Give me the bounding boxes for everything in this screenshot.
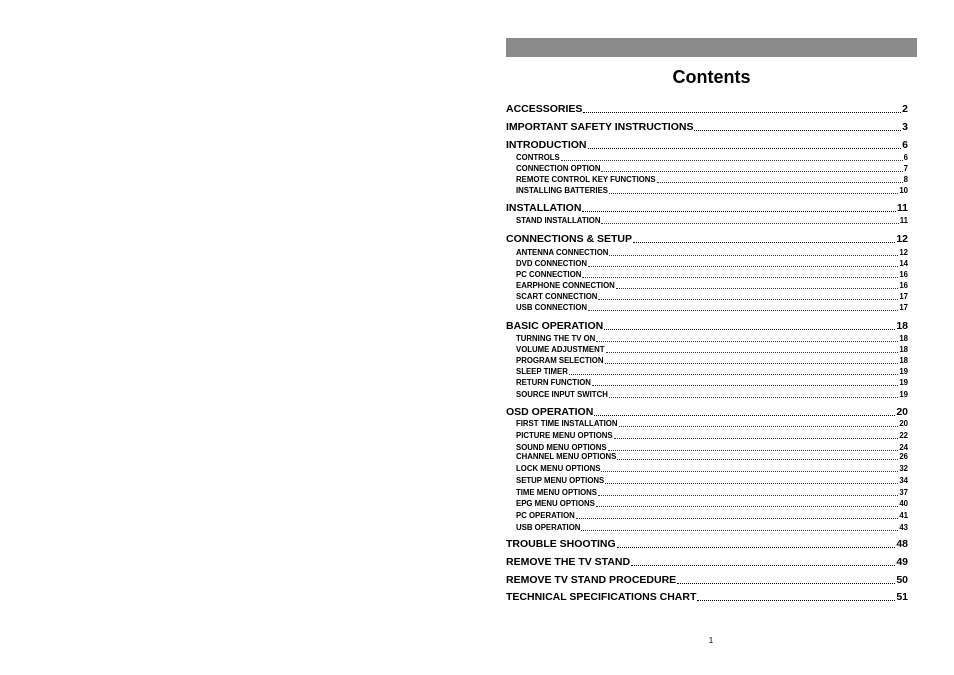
toc-label: TURNING THE TV ON xyxy=(516,334,596,343)
toc-label: PROGRAM SELECTION xyxy=(516,356,604,365)
toc-entry xyxy=(506,103,908,116)
toc-page-number: 20 xyxy=(896,406,908,418)
toc-leader-dots xyxy=(583,111,901,113)
toc-leader-dots xyxy=(605,482,898,484)
toc-page-number: 22 xyxy=(899,431,908,440)
toc-page-number: 8 xyxy=(903,175,908,184)
toc-page-number: 37 xyxy=(899,488,908,497)
toc-entry xyxy=(506,121,908,134)
toc-leader-dots xyxy=(614,437,899,439)
toc-page-number: 20 xyxy=(899,419,908,428)
toc-page-number: 51 xyxy=(896,591,908,603)
toc-label: CHANNEL MENU OPTIONS xyxy=(516,452,617,461)
toc-leader-dots xyxy=(596,340,898,342)
toc-page-number: 6 xyxy=(903,153,908,162)
toc-label: SOURCE INPUT SWITCH xyxy=(516,390,608,399)
toc-entry xyxy=(506,233,908,246)
toc-label: REMOVE TV STAND PROCEDURE xyxy=(506,574,677,586)
toc-page-number: 2 xyxy=(902,103,908,115)
toc-subentry xyxy=(516,303,908,313)
toc-leader-dots xyxy=(581,529,898,531)
toc-label: IMPORTANT SAFETY INSTRUCTIONS xyxy=(506,121,694,133)
toc-subentry xyxy=(516,464,908,474)
toc-leader-dots xyxy=(598,494,898,496)
toc-label: PICTURE MENU OPTIONS xyxy=(516,431,613,440)
toc-label: OSD OPERATION xyxy=(506,406,594,418)
toc-leader-dots xyxy=(657,181,903,183)
toc-entry xyxy=(506,406,908,419)
header-bar xyxy=(506,38,917,57)
toc-label: SCART CONNECTION xyxy=(516,292,598,301)
toc-label: CONNECTIONS & SETUP xyxy=(506,233,633,245)
toc-leader-dots xyxy=(601,470,898,472)
toc-subentry xyxy=(516,476,908,486)
toc-label: ANTENNA CONNECTION xyxy=(516,248,609,257)
toc-label: VOLUME ADJUSTMENT xyxy=(516,345,605,354)
toc-subentry xyxy=(516,523,908,533)
page-number: 1 xyxy=(708,636,714,645)
toc-page-number: 17 xyxy=(899,292,908,301)
toc-leader-dots xyxy=(606,351,899,353)
toc-leader-dots xyxy=(582,210,895,212)
toc-leader-dots xyxy=(596,505,898,507)
toc-label: STAND INSTALLATION xyxy=(516,216,601,225)
toc-subentry xyxy=(516,452,908,462)
toc-page-number: 12 xyxy=(896,233,908,245)
toc-label: INTRODUCTION xyxy=(506,139,587,151)
toc-label: TIME MENU OPTIONS xyxy=(516,488,598,497)
toc-leader-dots xyxy=(633,241,895,243)
toc-label: REMOVE THE TV STAND xyxy=(506,556,631,568)
toc-label: USB OPERATION xyxy=(516,523,581,532)
toc-label: BASIC OPERATION xyxy=(506,320,604,332)
toc-label: RETURN FUNCTION xyxy=(516,378,591,387)
toc-label: DVD CONNECTION xyxy=(516,259,588,268)
toc-label: USB CONNECTION xyxy=(516,303,588,312)
toc-page-number: 10 xyxy=(899,186,908,195)
toc-subentry xyxy=(516,390,908,400)
toc-subentry xyxy=(516,345,908,355)
toc-page-number: 7 xyxy=(903,164,908,173)
toc-page-number: 48 xyxy=(896,538,908,550)
toc-page-number: 19 xyxy=(899,367,908,376)
toc-page-number: 24 xyxy=(899,443,908,452)
toc-page-number: 26 xyxy=(899,452,908,461)
toc-leader-dots xyxy=(617,546,896,548)
toc-leader-dots xyxy=(601,170,902,172)
toc-leader-dots xyxy=(561,159,903,161)
toc-subentry xyxy=(516,488,908,498)
toc-label: TROUBLE SHOOTING xyxy=(506,538,616,550)
toc-page-number: 40 xyxy=(899,499,908,508)
toc-leader-dots xyxy=(576,517,899,519)
toc-page-number: 43 xyxy=(899,523,908,532)
toc-leader-dots xyxy=(588,265,898,267)
toc-label: TECHNICAL SPECIFICATIONS CHART xyxy=(506,591,697,603)
toc-leader-dots xyxy=(598,298,898,300)
toc-page-number: 18 xyxy=(899,334,908,343)
toc-leader-dots xyxy=(604,328,895,330)
toc-entry xyxy=(506,202,908,215)
toc-page-number: 41 xyxy=(899,511,908,520)
toc-label: SETUP MENU OPTIONS xyxy=(516,476,605,485)
toc-page-number: 49 xyxy=(896,556,908,568)
toc-subentry xyxy=(516,292,908,302)
toc-entry xyxy=(506,139,908,152)
toc-leader-dots xyxy=(617,458,898,460)
toc-page-number: 3 xyxy=(902,121,908,133)
toc-entry xyxy=(506,538,908,551)
toc-subentry xyxy=(516,216,908,226)
toc-subentry xyxy=(516,281,908,291)
toc-leader-dots xyxy=(582,276,898,278)
toc-subentry xyxy=(516,334,908,344)
toc-subentry xyxy=(516,419,908,429)
toc-label: SLEEP TIMER xyxy=(516,367,568,376)
toc-subentry xyxy=(516,367,908,377)
toc-page-number: 34 xyxy=(899,476,908,485)
toc-page-number: 11 xyxy=(899,216,908,225)
toc-entry xyxy=(506,320,908,333)
toc-leader-dots xyxy=(609,396,898,398)
toc-entry xyxy=(506,574,908,587)
toc-leader-dots xyxy=(605,362,899,364)
toc-leader-dots xyxy=(697,599,895,601)
toc-entry xyxy=(506,556,908,569)
toc-subentry xyxy=(516,378,908,388)
toc-label: SOUND MENU OPTIONS xyxy=(516,443,607,452)
toc-page-number: 17 xyxy=(899,303,908,312)
toc-page-number: 14 xyxy=(899,259,908,268)
toc-leader-dots xyxy=(631,564,895,566)
toc-label: EPG MENU OPTIONS xyxy=(516,499,595,508)
toc-label: INSTALLATION xyxy=(506,202,582,214)
toc-leader-dots xyxy=(608,449,899,451)
toc-label: CONTROLS xyxy=(516,153,560,162)
toc-subentry xyxy=(516,431,908,441)
toc-leader-dots xyxy=(588,147,902,149)
toc-page-number: 11 xyxy=(896,202,908,214)
toc-page-number: 12 xyxy=(899,248,908,257)
toc-page-number: 19 xyxy=(899,390,908,399)
toc-subentry xyxy=(516,186,908,196)
toc-label: LOCK MENU OPTIONS xyxy=(516,464,601,473)
toc-leader-dots xyxy=(601,222,898,224)
toc-leader-dots xyxy=(592,384,898,386)
toc-subentry xyxy=(516,356,908,366)
toc-subentry xyxy=(516,153,908,163)
toc-page-number: 18 xyxy=(899,356,908,365)
toc-leader-dots xyxy=(694,129,901,131)
toc-label: EARPHONE CONNECTION xyxy=(516,281,615,290)
toc-subentry xyxy=(516,164,908,174)
toc-label: ACCESSORIES xyxy=(506,103,583,115)
toc-subentry xyxy=(516,259,908,269)
toc-page-number: 18 xyxy=(899,345,908,354)
toc-subentry xyxy=(516,270,908,280)
toc-label: FIRST TIME INSTALLATION xyxy=(516,419,618,428)
toc-label: PC CONNECTION xyxy=(516,270,582,279)
toc-page-number: 16 xyxy=(899,281,908,290)
toc-subentry xyxy=(516,248,908,258)
toc-leader-dots xyxy=(616,287,899,289)
page-title: Contents xyxy=(672,67,751,87)
toc-label: CONNECTION OPTION xyxy=(516,164,601,173)
toc-page-number: 18 xyxy=(896,320,908,332)
toc-leader-dots xyxy=(594,414,895,416)
toc-page-number: 16 xyxy=(899,270,908,279)
toc-leader-dots xyxy=(609,254,898,256)
toc-page-number: 50 xyxy=(896,574,908,586)
toc-entry xyxy=(506,591,908,604)
toc-page-number: 6 xyxy=(902,139,908,151)
toc-subentry xyxy=(516,175,908,185)
toc-subentry xyxy=(516,511,908,521)
toc-subentry xyxy=(516,499,908,509)
toc-leader-dots xyxy=(619,425,899,427)
toc-label: REMOTE CONTROL KEY FUNCTIONS xyxy=(516,175,656,184)
toc-leader-dots xyxy=(609,192,898,194)
toc-leader-dots xyxy=(588,309,898,311)
toc-label: INSTALLING BATTERIES xyxy=(516,186,608,195)
toc-leader-dots xyxy=(677,582,895,584)
toc-page-number: 32 xyxy=(899,464,908,473)
toc-page-number: 19 xyxy=(899,378,908,387)
toc-leader-dots xyxy=(569,373,898,375)
toc-label: PC OPERATION xyxy=(516,511,575,520)
